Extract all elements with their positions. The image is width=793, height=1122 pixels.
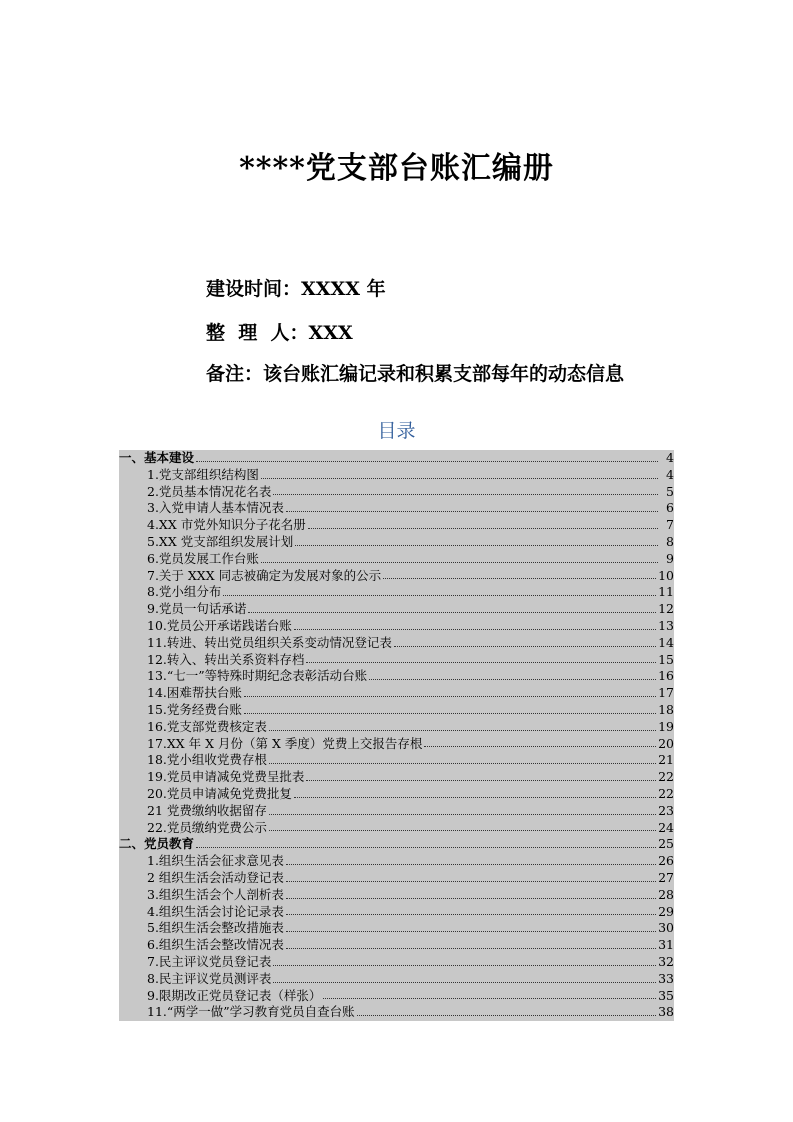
toc-entry[interactable] [119,618,674,635]
toc-dot-leader [424,746,656,747]
toc-dot-leader [269,814,656,815]
toc-dot-leader [286,931,656,932]
toc-dot-leader [273,965,656,966]
toc-page-number: 8 [666,533,674,549]
toc-dot-leader [306,662,656,663]
toc-page-number: 14 [658,634,674,650]
toc-entry-title: 10.党员公开承诺践诺台账 [147,617,292,633]
toc-dot-leader [286,881,656,882]
organizer-value: XXX [308,322,353,344]
toc-entry-title: 2 组织生活会活动登记表 [147,869,284,885]
toc-entry-title: 9.限期改正党员登记表（样张） [147,987,322,1003]
toc-page-number: 28 [658,886,674,902]
table-of-contents [119,450,674,1021]
toc-entry-title: 20.党员申请减免党费批复 [147,785,292,801]
toc-page-number: 10 [658,567,674,583]
toc-entry[interactable] [119,467,674,484]
toc-entry[interactable] [119,1004,674,1021]
toc-dot-leader [248,612,656,613]
toc-dot-leader [261,562,658,563]
toc-entry-title: 12.转入、转出关系资料存档 [147,651,305,667]
remark-value: 该台账汇编记录和积累支部每年的动态信息 [263,363,625,385]
toc-page-number: 20 [658,735,674,751]
toc-page-number: 11 [658,584,674,600]
toc-page-number: 16 [658,668,674,684]
toc-dot-leader [308,528,658,529]
toc-entry[interactable] [119,920,674,937]
toc-entry-title: 17.XX 年 X 月份（第 X 季度）党费上交报告存根 [147,735,423,751]
toc-page-number: 32 [658,953,674,969]
toc-dot-leader [269,730,656,731]
toc-entry-title: 5.XX 党支部组织发展计划 [147,533,294,549]
toc-page-number: 17 [658,685,674,701]
toc-page-number: 4 [666,466,674,482]
toc-dot-leader [286,948,656,949]
toc-dot-leader [196,461,658,462]
toc-entry-title: 11.转进、转出党员组织关系变动情况登记表 [147,634,392,650]
toc-page-number: 9 [666,550,674,566]
toc-dot-leader [269,830,656,831]
toc-entry[interactable] [119,736,674,753]
toc-page-number: 12 [658,601,674,617]
toc-entry-title: 3.入党申请人基本情况表 [147,500,284,516]
toc-dot-leader [286,511,658,512]
toc-dot-leader [383,578,656,579]
toc-entry-title: 2.党员基本情况花名表 [147,483,272,499]
toc-entry[interactable] [119,904,674,921]
toc-entry-title: 9.党员一句话承诺 [147,601,247,617]
toc-entry[interactable] [119,534,674,551]
toc-entry[interactable] [119,584,674,601]
toc-entry-title: 22.党员缴纳党费公示 [147,819,267,835]
toc-entry[interactable] [119,971,674,988]
toc-section[interactable] [119,836,674,853]
build-time-label: 建设时间： [206,278,302,300]
toc-entry[interactable] [119,702,674,719]
toc-entry[interactable] [119,568,674,585]
toc-dot-leader [306,780,656,781]
document-title: ****党支部台账汇编册 [239,151,554,186]
toc-entry[interactable] [119,635,674,652]
toc-page-number: 23 [658,802,674,818]
toc-dot-leader [357,1015,656,1016]
toc-dot-leader [196,847,656,848]
toc-entry[interactable] [119,786,674,803]
toc-dot-leader [269,763,656,764]
toc-page-number: 30 [658,920,674,936]
build-time-line [206,274,386,301]
toc-dot-leader [261,478,658,479]
toc-entry[interactable] [119,988,674,1005]
toc-page-number: 29 [658,903,674,919]
toc-entry[interactable] [119,937,674,954]
toc-dot-leader [244,696,656,697]
toc-entry[interactable] [119,601,674,618]
toc-page-number: 6 [666,500,674,516]
toc-page-number: 13 [658,617,674,633]
toc-page-number: 26 [658,853,674,869]
toc-entry[interactable] [119,870,674,887]
toc-entry[interactable] [119,719,674,736]
toc-heading: 目录 [377,420,416,442]
toc-page-number: 25 [658,836,674,852]
toc-entry-title: 3.组织生活会个人剖析表 [147,886,284,902]
toc-entry-title: 16.党支部党费核定表 [147,718,267,734]
toc-entry[interactable] [119,769,674,786]
toc-page-number: 18 [658,701,674,717]
toc-entry-title: 6.组织生活会整改情况表 [147,937,284,953]
toc-entry-title: 19.党员申请减免党费呈批表 [147,769,305,785]
toc-entry[interactable] [119,820,674,837]
toc-entry-title: 11.“两学一做”学习教育党员自查台账 [147,1004,355,1020]
toc-entry-title: 7.关于 XXX 同志被确定为发展对象的公示 [147,567,382,583]
toc-page-number: 5 [666,483,674,499]
toc-dot-leader [369,679,656,680]
toc-entry-title: 7.民主评议党员登记表 [147,953,272,969]
toc-entry-title: 8.民主评议党员测评表 [147,970,272,986]
toc-entry-title: 15.党务经费台账 [147,701,242,717]
toc-entry-title: 二、党员教育 [119,836,195,852]
toc-page-number: 35 [658,987,674,1003]
toc-entry[interactable] [119,484,674,501]
toc-entry[interactable] [119,668,674,685]
toc-page-number: 38 [658,1004,674,1020]
build-time-value: XXXX 年 [301,278,386,300]
toc-dot-leader [394,646,656,647]
toc-dot-leader [273,982,656,983]
toc-entry-title: 5.组织生活会整改措施表 [147,920,284,936]
toc-entry[interactable] [119,954,674,971]
toc-dot-leader [295,545,658,546]
organizer-line [206,318,353,345]
toc-dot-leader [294,797,656,798]
toc-entry-title: 4.XX 市党外知识分子花名册 [147,517,306,533]
toc-dot-leader [294,629,656,630]
toc-entry-title: 8.党小组分布 [147,584,222,600]
toc-dot-leader [286,864,656,865]
toc-entry-title: 18.党小组收党费存根 [147,752,267,768]
toc-entry[interactable] [119,517,674,534]
toc-entry-title: 13.“七一”等特殊时期纪念表彰活动台账 [147,668,368,684]
toc-page-number: 21 [658,752,674,768]
remark-label: 备注： [206,363,264,385]
toc-dot-leader [286,898,656,899]
toc-entry[interactable] [119,500,674,517]
organizer-label: 整 理 人： [206,322,309,344]
toc-entry[interactable] [119,887,674,904]
toc-section[interactable] [119,450,674,467]
toc-page-number: 19 [658,718,674,734]
toc-entry[interactable] [119,803,674,820]
toc-entry[interactable] [119,853,674,870]
toc-entry[interactable] [119,551,674,568]
toc-entry-title: 1.党支部组织结构图 [147,466,259,482]
remark-line [206,359,624,386]
toc-entry-title: 1.组织生活会征求意见表 [147,853,284,869]
toc-dot-leader [273,494,658,495]
toc-dot-leader [286,914,656,915]
toc-entry[interactable] [119,752,674,769]
toc-entry-title: 4.组织生活会讨论记录表 [147,903,284,919]
toc-entry-title: 6.党员发展工作台账 [147,550,259,566]
toc-page-number: 4 [666,450,674,465]
toc-page-number: 24 [658,819,674,835]
toc-page-number: 33 [658,970,674,986]
toc-page-number: 22 [658,769,674,785]
toc-entry-title: 一、基本建设 [119,450,195,465]
toc-page-number: 22 [658,785,674,801]
toc-entry-title: 14.困难帮扶台账 [147,685,242,701]
toc-entry-title: 21 党费缴纳收据留存 [147,802,267,818]
toc-dot-leader [244,713,656,714]
toc-dot-leader [323,998,656,999]
toc-entry[interactable] [119,652,674,669]
toc-dot-leader [223,595,656,596]
toc-page-number: 15 [658,651,674,667]
toc-page-number: 27 [658,869,674,885]
toc-page-number: 7 [666,517,674,533]
toc-entry[interactable] [119,685,674,702]
toc-page-number: 31 [658,937,674,953]
